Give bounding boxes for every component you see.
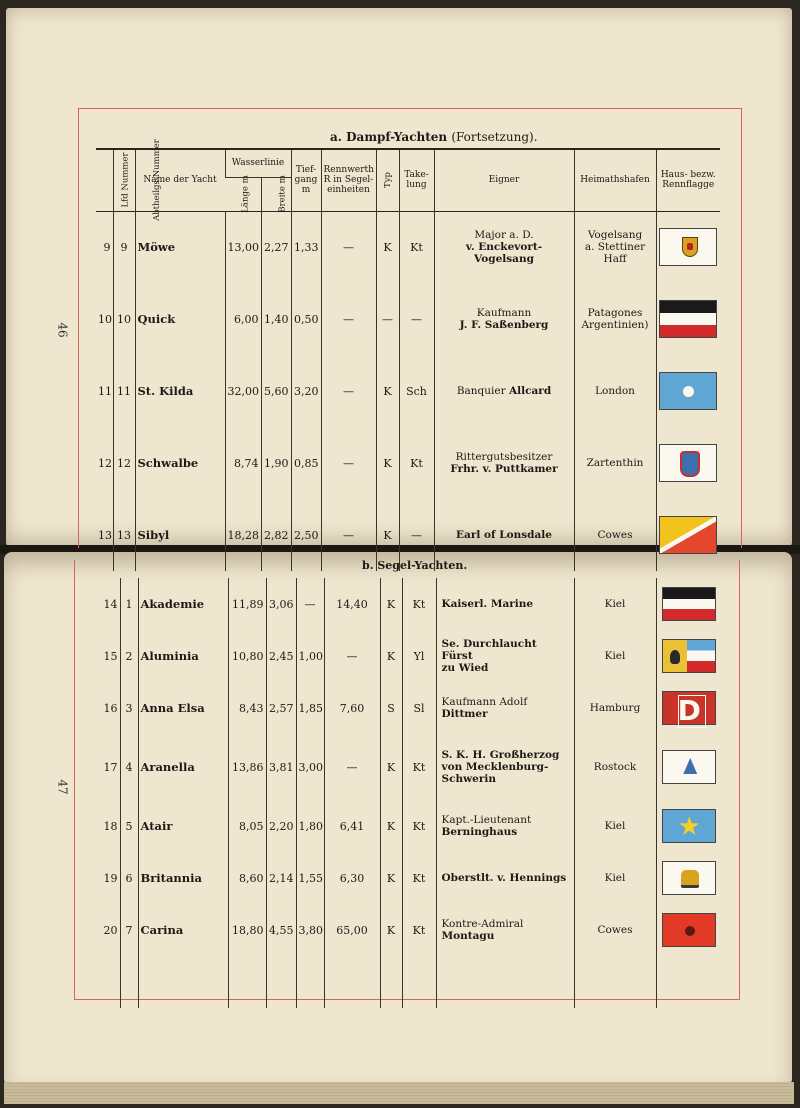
cell-breite: 2,57	[266, 682, 296, 734]
dampf-yachten-table	[96, 139, 720, 571]
cell-eigner: Kaufmann Adolf Dittmer	[436, 682, 574, 734]
cell-lfd: 14	[103, 597, 118, 611]
cell-laenge: 8,60	[228, 852, 266, 904]
cell-rennwerth: —	[321, 283, 376, 355]
cell-rennwerth: 6,30	[324, 852, 380, 904]
cell-breite: 4,55	[266, 904, 296, 956]
table-row	[94, 682, 722, 734]
cell-name: Aluminia	[138, 630, 228, 682]
section-b-title: b. Segel-Yachten.	[362, 559, 468, 572]
cell-name: Akademie	[138, 578, 228, 630]
tricolor-flag-icon	[659, 300, 717, 338]
cell-laenge: 18,80	[228, 904, 266, 956]
cell-tiefgang: 1,00	[296, 630, 324, 682]
ball-flag-icon	[659, 372, 717, 410]
cell-eigner: Earl of Lonsdale	[434, 499, 574, 571]
section-a-suffix: (Fortsetzung).	[451, 130, 538, 144]
cell-takelung: Kt	[402, 578, 436, 630]
cell-flagge	[656, 800, 722, 852]
letter-d-flag-icon: D	[662, 691, 716, 725]
cell-heimathshafen: London	[574, 355, 656, 427]
cell-takelung: Kt	[402, 800, 436, 852]
table-spacer-row	[94, 956, 722, 1008]
cell-laenge: 32,00	[225, 355, 261, 427]
cell-lfd: 16	[103, 701, 118, 715]
cell-breite: 3,06	[266, 578, 296, 630]
header-wasserlinie: Wasserlinie	[225, 149, 291, 177]
cell-heimathshafen: Kiel	[574, 630, 656, 682]
cell-eigner: S. K. H. Großherzog von Mecklenburg- Schwerin	[436, 734, 574, 800]
cell-heimathshafen: Rostock	[574, 734, 656, 800]
cell-typ: K	[380, 578, 402, 630]
cell-name: Quick	[135, 283, 225, 355]
cell-heimathshafen: Cowes	[574, 499, 656, 571]
header-lfd: Lfd Nummer	[120, 152, 131, 208]
cell-abt: 11	[113, 355, 135, 427]
cell-heimathshafen: Zartenthin	[574, 427, 656, 499]
red-dot-flag-icon	[662, 913, 716, 947]
cell-lfd: 15	[103, 649, 118, 663]
cell-abt: 12	[113, 427, 135, 499]
cell-flagge	[656, 734, 722, 800]
cell-typ: —	[376, 283, 399, 355]
cell-typ: K	[380, 630, 402, 682]
cell-tiefgang: 3,00	[296, 734, 324, 800]
section-a-title	[330, 130, 538, 144]
cell-lfd: 18	[103, 819, 118, 833]
cell-eigner: Rittergutsbesitzer Frhr. v. Puttkamer	[434, 427, 574, 499]
cell-tiefgang: 3,20	[291, 355, 321, 427]
header-typ: Typ	[376, 149, 399, 211]
cell-flagge	[656, 355, 720, 427]
arms-flag-icon	[659, 444, 717, 482]
header-laenge: Länge m	[240, 175, 251, 213]
cell-breite: 2,20	[266, 800, 296, 852]
table-row	[96, 211, 720, 283]
cell-lfd: 13	[98, 528, 112, 542]
cell-heimathshafen: Vogelsang a. Stettiner Haff	[574, 211, 656, 283]
crown-flag-icon	[662, 750, 716, 784]
cell-laenge: 13,00	[225, 211, 261, 283]
cell-eigner: Major a. D. v. Enckevort-Vogelsang	[434, 211, 574, 283]
cell-eigner: Kapt.-Lieutenant Berninghaus	[436, 800, 574, 852]
cell-tiefgang: 1,55	[296, 852, 324, 904]
cell-flagge	[656, 630, 722, 682]
cell-takelung: Sch	[399, 355, 434, 427]
cell-lfd: 9	[103, 240, 111, 254]
table-row	[96, 355, 720, 427]
cell-heimathshafen: Kiel	[574, 852, 656, 904]
table-row	[94, 734, 722, 800]
header-flagge: Haus- bezw. Rennflagge	[656, 149, 720, 211]
header-breite: Breite m	[261, 177, 291, 211]
cell-lfd: 17	[103, 760, 118, 774]
cell-typ: K	[376, 499, 399, 571]
cell-name: Carina	[138, 904, 228, 956]
cell-tiefgang: 1,33	[291, 211, 321, 283]
cell-breite: 1,90	[261, 427, 291, 499]
cell-flagge	[656, 578, 722, 630]
cell-takelung: Kt	[399, 211, 434, 283]
cell-rennwerth: —	[321, 355, 376, 427]
cell-name: Sibyl	[135, 499, 225, 571]
cell-typ: K	[380, 904, 402, 956]
wied-flag-icon	[662, 639, 716, 673]
cell-lfd: 11	[98, 384, 112, 398]
cell-takelung: —	[399, 283, 434, 355]
cell-laenge: 6,00	[225, 283, 261, 355]
cell-tiefgang: 1,85	[296, 682, 324, 734]
cell-flagge	[656, 427, 720, 499]
cell-lfd: 10	[98, 312, 112, 326]
cell-abt: 7	[120, 904, 138, 956]
cell-abt: 5	[120, 800, 138, 852]
cell-eigner: Oberstlt. v. Hennings	[436, 852, 574, 904]
cell-breite: 2,82	[261, 499, 291, 571]
cell-name: Aranella	[138, 734, 228, 800]
cell-flagge	[656, 682, 722, 734]
cell-breite: 2,27	[261, 211, 291, 283]
diagonal-flag-icon	[659, 516, 717, 554]
cell-eigner: Kaiserl. Marine	[436, 578, 574, 630]
section-a-heading: a. Dampf-Yachten	[330, 130, 448, 144]
cell-rennwerth: 7,60	[324, 682, 380, 734]
cell-abt: 9	[113, 211, 135, 283]
cell-flagge	[656, 283, 720, 355]
cell-typ: K	[380, 852, 402, 904]
cell-typ: K	[380, 734, 402, 800]
cell-laenge: 13,86	[228, 734, 266, 800]
cell-lfd: 20	[103, 923, 118, 937]
cell-rennwerth: —	[321, 211, 376, 283]
cell-name: Schwalbe	[135, 427, 225, 499]
cell-abt: 4	[120, 734, 138, 800]
cell-laenge: 18,28	[225, 499, 261, 571]
cell-lfd: 19	[103, 871, 118, 885]
kaiser-flag-icon	[662, 587, 716, 621]
cell-flagge	[656, 852, 722, 904]
header-rennwerth: Rennwerth R in Segel-einheiten	[321, 149, 376, 211]
cell-name: Britannia	[138, 852, 228, 904]
cell-takelung: Kt	[399, 427, 434, 499]
cell-abt: 10	[113, 283, 135, 355]
cell-tiefgang: 1,80	[296, 800, 324, 852]
cell-eigner: Se. Durchlaucht Fürst zu Wied	[436, 630, 574, 682]
table-row	[94, 904, 722, 956]
cell-laenge: 8,74	[225, 427, 261, 499]
cell-takelung: Kt	[402, 904, 436, 956]
star-flag-icon: ★	[662, 809, 716, 843]
cell-laenge: 11,89	[228, 578, 266, 630]
table-row	[94, 852, 722, 904]
header-abt: Abtheilgs-Nummer	[113, 149, 135, 211]
cell-name: Möwe	[135, 211, 225, 283]
cell-abt: 2	[120, 630, 138, 682]
cell-takelung: Yl	[402, 630, 436, 682]
header-takelung: Take-lung	[399, 149, 434, 211]
cell-flagge	[656, 499, 720, 571]
cell-flagge	[656, 211, 720, 283]
cell-heimathshafen: Kiel	[574, 800, 656, 852]
cell-rennwerth: 6,41	[324, 800, 380, 852]
cell-typ: K	[376, 427, 399, 499]
cell-typ: K	[376, 355, 399, 427]
cell-lfd: 12	[98, 456, 112, 470]
cell-breite: 5,60	[261, 355, 291, 427]
cell-abt: 6	[120, 852, 138, 904]
header-tiefgang: Tief-gang m	[291, 149, 321, 211]
segel-yachten-table	[94, 578, 722, 1008]
crest-flag-icon	[659, 228, 717, 266]
table-row	[96, 283, 720, 355]
cell-takelung: Sl	[402, 682, 436, 734]
cell-name: Atair	[138, 800, 228, 852]
cell-heimathshafen: Kiel	[574, 578, 656, 630]
cell-rennwerth: —	[324, 630, 380, 682]
cell-flagge	[656, 904, 722, 956]
cell-tiefgang: 3,80	[296, 904, 324, 956]
page-edges	[4, 1082, 794, 1104]
cell-tiefgang: —	[296, 578, 324, 630]
cell-rennwerth: —	[321, 427, 376, 499]
table-row	[94, 800, 722, 852]
table-row	[94, 630, 722, 682]
cell-typ: K	[380, 800, 402, 852]
table-row	[94, 578, 722, 630]
cell-breite: 2,14	[266, 852, 296, 904]
header-heimathshafen: Heimathshafen	[574, 149, 656, 211]
header-name: Name der Yacht	[135, 149, 225, 211]
page-number-top: 46	[55, 322, 70, 338]
cell-eigner: Banquier Allcard	[434, 355, 574, 427]
cell-abt: 3	[120, 682, 138, 734]
header-eigner: Eigner	[434, 149, 574, 211]
cell-heimathshafen: Cowes	[574, 904, 656, 956]
cell-heimathshafen: Patagones Argentinien)	[574, 283, 656, 355]
crown-gold-flag-icon	[662, 861, 716, 895]
cell-name: Anna Elsa	[138, 682, 228, 734]
cell-breite: 1,40	[261, 283, 291, 355]
cell-typ: K	[376, 211, 399, 283]
cell-rennwerth: 14,40	[324, 578, 380, 630]
cell-laenge: 8,43	[228, 682, 266, 734]
cell-breite: 3,81	[266, 734, 296, 800]
cell-tiefgang: 0,50	[291, 283, 321, 355]
cell-eigner: Kontre-Admiral Montagu	[436, 904, 574, 956]
cell-tiefgang: 0,85	[291, 427, 321, 499]
cell-takelung: Kt	[402, 734, 436, 800]
cell-typ: S	[380, 682, 402, 734]
cell-heimathshafen: Hamburg	[574, 682, 656, 734]
cell-rennwerth: —	[324, 734, 380, 800]
cell-abt: 1	[120, 578, 138, 630]
cell-takelung: Kt	[402, 852, 436, 904]
cell-takelung: —	[399, 499, 434, 571]
cell-rennwerth: —	[321, 499, 376, 571]
cell-breite: 2,45	[266, 630, 296, 682]
cell-rennwerth: 65,00	[324, 904, 380, 956]
cell-tiefgang: 2,50	[291, 499, 321, 571]
page-number-bottom: 47	[55, 779, 70, 795]
table-row	[96, 427, 720, 499]
cell-laenge: 10,80	[228, 630, 266, 682]
cell-laenge: 8,05	[228, 800, 266, 852]
cell-eigner: Kaufmann J. F. Saßenberg	[434, 283, 574, 355]
cell-abt: 13	[113, 499, 135, 571]
cell-name: St. Kilda	[135, 355, 225, 427]
